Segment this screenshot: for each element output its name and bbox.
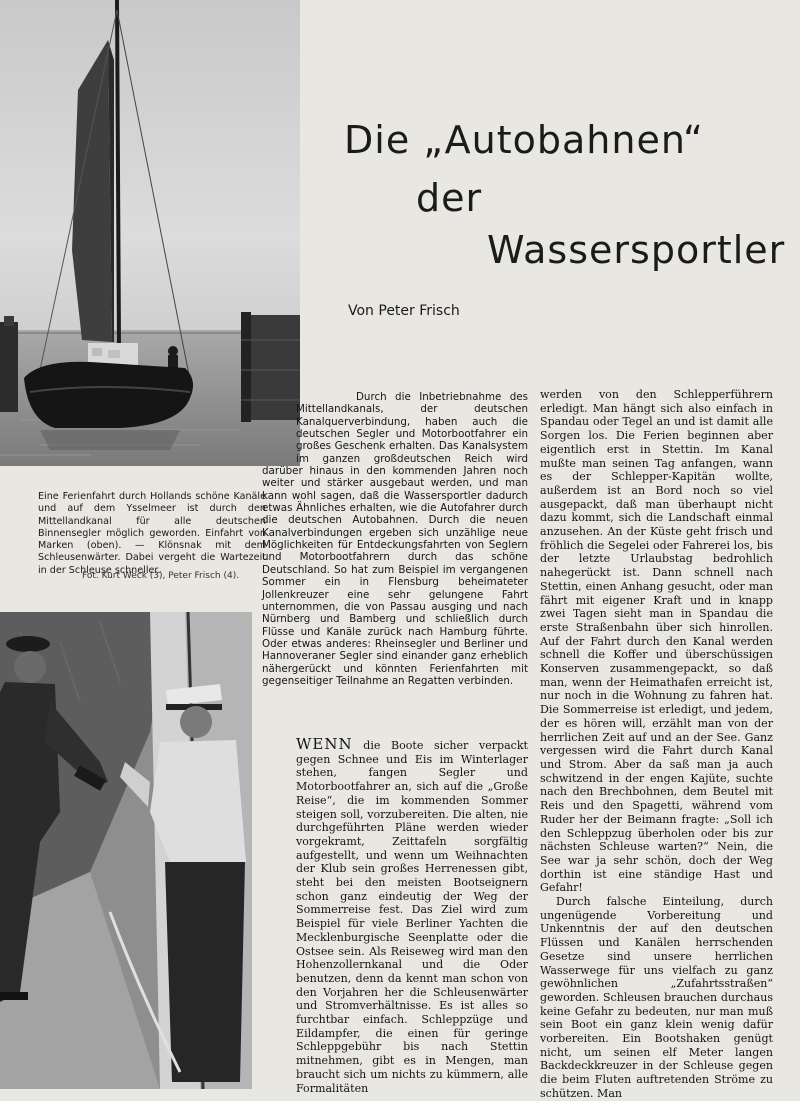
dropcap-word: WENN — [296, 735, 353, 753]
lock-keepers-illustration — [0, 612, 252, 1089]
sailing-barge-illustration — [0, 0, 300, 466]
photo-caption: Eine Ferienfahrt durch Hollands schöne Kanäle und auf dem Ysselmeer ist durch den Mittellandkanal für alle deutschen Binnensegler möglich geworden. Einfahrt von Marken (oben). — Klönsnak mit dem Schleusenwärter. Dabei vergeht die Wartezeit in der Schleuse schneller. — [38, 491, 266, 576]
body-paragraph-1-text: die Boote sicher verpackt gegen Schnee und Eis im Winterlager stehen, fangen Segler und Motorbootfahrer an, sich auf die „Große Reise“, die im kommenden Sommer steigen soll, vorzubereiten. Die alten, nie durchgeführten Pläne werden wieder vorgekramt, Zeittafeln sorgfältig aufgestellt, und wenn um Weihnachten der Klub sein großes Herrenessen gibt, steht bei den meisten Bootseignern schon ganz eindeutig der Weg der Sommerreise fest. Das Ziel wird zum Beispiel für viele Berliner Yachten die Mecklenburgische Seenplatte oder die Ostsee sein. Als Reiseweg wird man den Hohenzollernkanal und die Oder benutzen, denn da kennt man schon von den Vorjahren her die Schleusenwärter und Stromverhältnisse. Es ist alles so furchtbar einfach. Schleppzüge und Eildampfer, die einen für geringe Schleppgebühr bis nach Stettin mitnehmen, gibt es in Mengen, man braucht sich um nichts zu kümmern, alle Formalitäten — [296, 739, 528, 1095]
body-paragraph-2: werden von den Schlepperführern erledigt. Man hängt sich also einfach in Spandau oder Tegel an und ist damit alle Sorgen los. Die Ferien beginnen aber eigentlich erst in Stettin. Im Kanal mußte man seinen Tag anfangen, wann es der Schlepper-Kapitän wollte, außerdem ist an Bord noch so viel ausgepackt, daß man überhaupt nicht dazu kommt, sich die Landschaft einmal anzusehen. An der Küste geht frisch und fröhlich die Segelei oder Fahrerei los, bis der letzte Urlaubstag bedrohlich nahegerückt ist. Dann schnell nach Stettin, einen Anhang gesucht, oder man fährt mit eigener Kraft und in knapp zwei Tagen sieht man in Spandau die erste Straßenbahn über sich hinrollen. Auf der Fahrt durch den Kanal werden schnell die Koffer und überschüssigen Konserven zusammengepackt, so daß man, wenn der Heimathafen erreicht ist, nur noch in die Wohnung zu fahren hat. Die Sommerreise ist erledigt, und jedem, der es hören will, erzählt man von der herrlichen Zeit auf und an der See. Ganz vergessen wird die Fahrt durch Kanal und Strom. Aber da saß man ja auch schwitzend in der engen Kajüte, suchte nach den Brechbohnen, dem Beutel mit Reis und den Spagetti, während vom Ruder her der Beimann fragte: „Soll ich den Schleppzug überholen oder bis zur nächsten Schleuse warten?“ Nein, die See war ja sehr schön, doch der Weg dorthin ist eine ständige Hast und Gefahr! — [540, 388, 773, 895]
byline: Von Peter Frisch — [348, 303, 460, 319]
article-title-line-3: Wassersportler — [487, 228, 786, 272]
body-column-right — [540, 388, 773, 1101]
photo-sailing-barge — [0, 0, 300, 466]
photo-credit: Fot. Kurt Weck (3), Peter Frisch (4). — [82, 571, 240, 581]
intro-text: Durch die Inbetriebnahme des Mittellandkanals, der deutschen Kanalquerverbindung, haben auch die deutschen Segler und Motorbootfahrer ein großes Geschenk erhalten. Das Kanalsystem im ganzen großdeutschen Reich wird darüber hinaus in den kommenden Jahren noch weiter und stärker ausgebaut werden, und man kann wohl sagen, daß die Wassersportler dadurch etwas Ähnliches erhalten, wie die Autofahrer durch die deutschen Autobahnen. Durch die neuen Kanalverbindungen ergeben sich unzählige neue Möglichkeiten für Entdeckungsfahrten von Seglern und Motorbootfahrern durch das schöne Deutschland. So hat zum Beispiel im vergangenen Sommer ein in Flensburg beheimateter Jollenkreuzer eine sehr gelungene Fahrt unternommen, die von Passau ausging und nach Nürnberg und Bamberg und schließlich durch Flüsse und Kanäle zurück nach Hamburg führte. Oder etwas anderes: Rheinsegler und Berliner und Hannoveraner Segler sind einander ganz erheblich nähergerückt und könnten Ferienfahrten mit gegenseitiger Teilnahme an Regatten verbinden. — [262, 391, 528, 687]
body-paragraph-1 — [296, 735, 528, 1095]
body-column-left — [296, 735, 528, 1095]
body-paragraph-3: Durch falsche Einteilung, durch ungenügende Vorbereitung und Unkenntnis der auf den deutschen Flüssen und Kanälen herrschenden Gesetze sind unsere herrlichen Wasserwege für uns vielfach zu ganz gewöhnlichen „Zufahrtsstraßen“ geworden. Schleusen brauchen durchaus keine Gefahr zu bedeuten, nur man muß sein Boot ein ganz klein wenig dafür vorbereiten. Ein Bootshaken genügt nicht, um seinen elf Meter langen Backdeckkreuzer in der Schleuse gegen die beim Fluten auftretenden Ströme zu schützen. Man — [540, 895, 773, 1100]
intro-wrap-spacer — [262, 391, 296, 463]
article-title-line-1: Die „Autobahnen“ — [344, 118, 704, 162]
article-title-line-2: der — [416, 176, 483, 220]
intro-paragraph — [262, 391, 528, 687]
photo-lock-keepers — [0, 612, 252, 1089]
